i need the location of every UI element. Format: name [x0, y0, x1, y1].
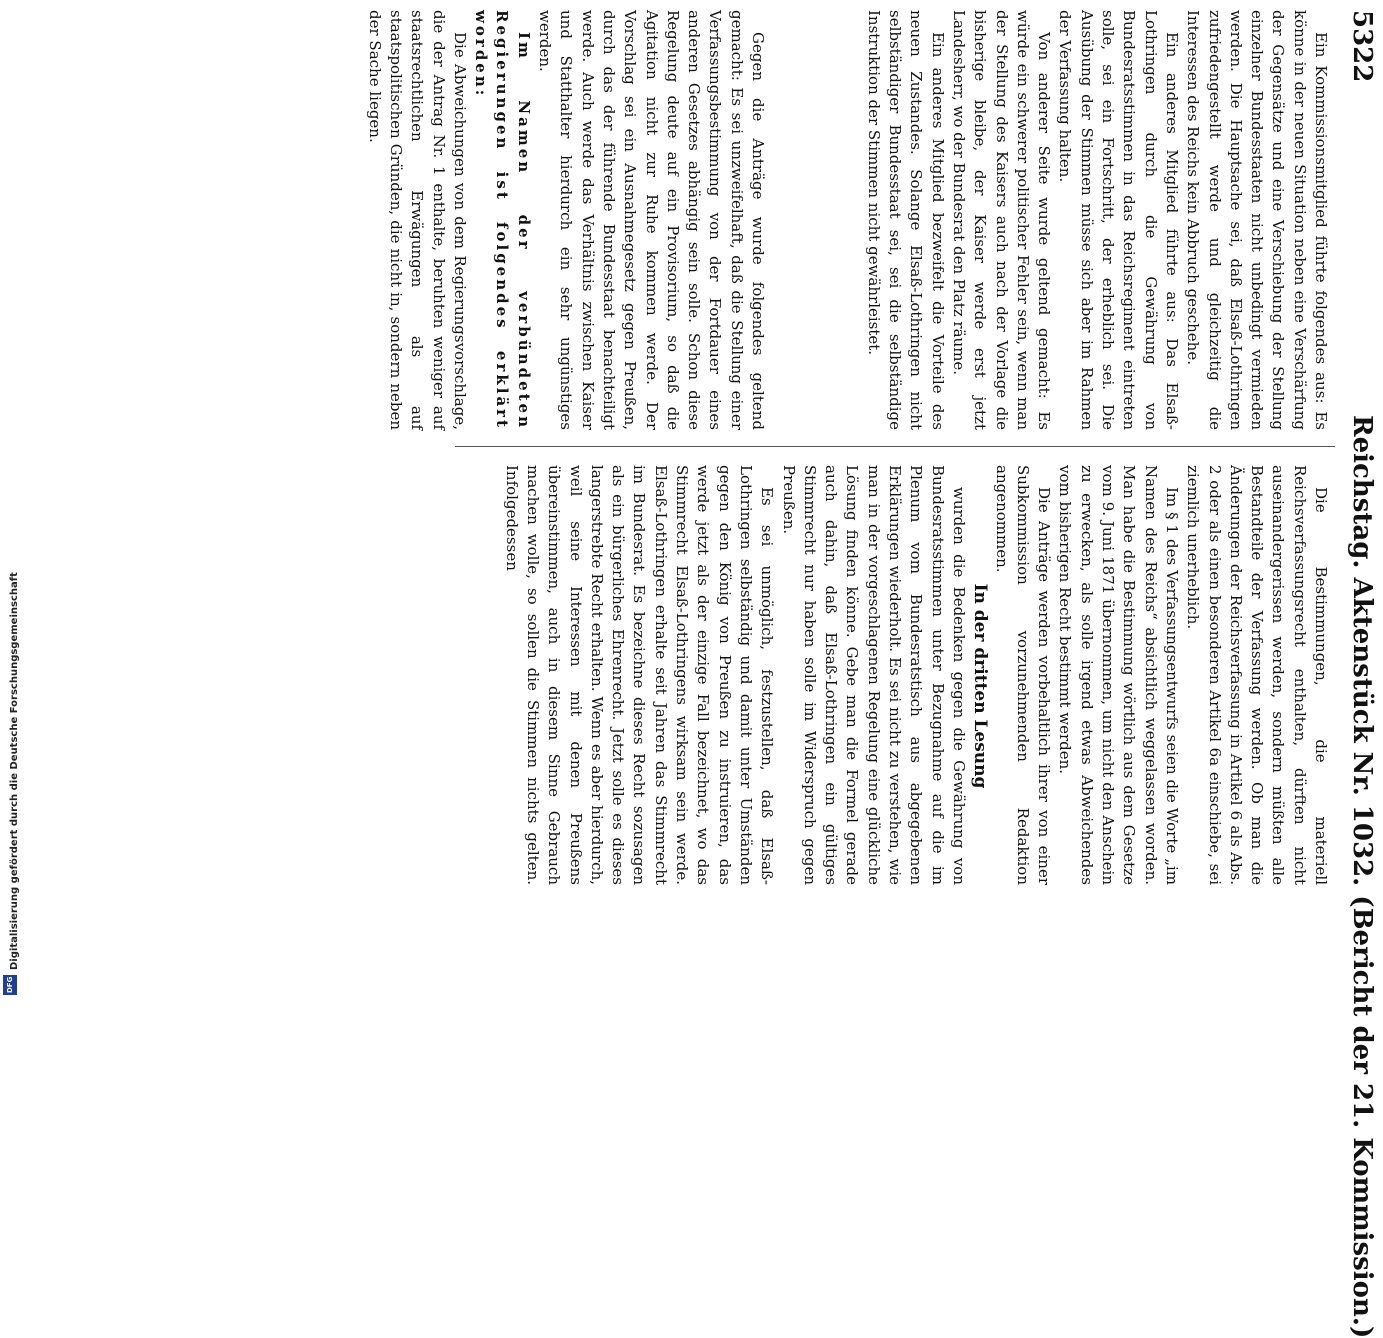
paragraph: Ein Kommissionsmitglied führte folgendes aus: Es könne in der neuen Situation neben eine Verschärfung der Gegensätze und eine Verschiebung der Stellung einzelner Bundesstaaten nicht unbedingt vermieden werden. Die Hauptsache sei, daß Elsaß-Lothringen zufriedengestellt werde und gleichzeitig die Interessen des Reichs kein Abbruch geschehe. — [1184, 10, 1330, 430]
page-number: 5322 — [1347, 10, 1377, 83]
dfg-logo: DFG — [3, 975, 17, 995]
paragraph: Die Abweichungen von dem Regierungsvorschlage, die der Antrag Nr. 1 enthalte, beruhten weniger auf staatsrechtlichen Erwägungen als auf staatspolitischen Gründen, die nicht in, sondern neben der Sache liegen. — [365, 10, 469, 430]
paragraph: Im § 1 des Verfassungsentwurfs seien die Worte „im Namen des Reichs“ absichtlich weggelassen worden. Man habe die Bestimmung wörtlich aus dem Gesetze vom 9. Juni 1871 übernommen, um nicht den Anschein zu erwecken, als solle irgend etwas Abweichendes vom bisherigen Recht bestimmt werden. — [1056, 465, 1181, 885]
scanned-page — [73, 0, 1383, 1338]
digitization-credit-text: Digitalisierung gefördert durch die Deutsche Forschungsgemeinschaft — [9, 572, 20, 970]
paragraph: Ein anderes Mitglied bezweifelt die Vorteile des neuen Zustandes. Solange Elsaß-Lothringen nicht selbständiger Bundesstaat sei, sei die selbständige Instruktion der Stimmen nicht gewährleistet. — [864, 10, 947, 430]
page-title: Reichstag. Aktenstück Nr. 1032. (Bericht der 21. Kommission.) — [1347, 415, 1377, 1338]
section-heading: In der dritten Lesung — [970, 583, 991, 789]
left-column — [771, 10, 1331, 430]
paragraph: Von anderer Seite wurde geltend gemacht: Es würde ein schwerer politischer Fehler sein, wenn man der Stellung des Kaisers auch nach der Vorlage die bisherige bleibe, der Kaiser werde erst jetzt Landesherr, wo der Bundesrat den Platz räume. — [949, 10, 1054, 430]
paragraph: Die Anträge werden vorbehaltlich ihrer von einer Subkommission vorzunehmenden Redaktion angenommen. — [992, 465, 1054, 885]
left-column-lower — [365, 10, 768, 430]
right-column — [502, 465, 1331, 885]
paragraph: wurden die Bedenken gegen die Gewährung von Bundesratsstimmen unter Bezugnahme auf die im Plenum vom Bundesratstisch aus abgegebenen Erklärungen wiederholt. Es sei nicht zu verstehen, wie man in der vorgeschlagenen Regelung eine glückliche Lösung finden könne. Gebe man die Formel gerade auch dahin, daß Elsaß-Lothringen ein gültiges Stimmrecht nur haben solle im Widerspruch gegen Preußen. — [779, 465, 968, 885]
paragraph: Die Bestimmungen, die materiell Reichsverfassungsrecht enthalten, dürften nicht auseinandergerissen werden, sondern müßten alle Bestandteile der Verfassung werden. Ob man die Änderungen der Reichsverfassung in Artikel 6 als Abs. 2 oder als einen besonderen Artikel 6a einschiebe, sei ziemlich unerheblich. — [1184, 465, 1330, 885]
paragraph: Im Namen der verbündeten Regierungen ist folgendes erklärt worden: — [472, 10, 533, 430]
digitization-credit — [0, 0, 24, 1000]
paragraph: Gegen die Anträge wurde folgendes geltend gemacht: Es sei unzweifelhaft, daß die Stellung einer Verfassungsbestimmung von der Fortdauer eines anderen Gesetzes abhängig sein solle. Schon diese Regelung deute auf ein Provisorium, so daß die Agitation nicht zur Ruhe kommen werde. Der Vorschlag sei ein Ausnahmegesetz gegen Preußen, durch das der führende Bundesstaat benachteiligt werde. Auch werde das Verhältnis zwischen Kaiser und Statthalter hierdurch ein sehr ungünstiges werden. — [536, 10, 767, 430]
page-header — [1335, 0, 1383, 1338]
paragraph: Es sei unmöglich, festzustellen, daß Elsaß-Lothringen selbständig und damit unter Umständen gegen den König von Preußen zu instruieren, das werde jetzt als der einzige Fall bezeichnet, wo das Stimmrecht Elsaß-Lothringens wirksam sein werde. Elsaß-Lothringen erhalte seit Jahren das Stimmrecht im Bundesrat. Es bezeichne dieses Recht sozusagen als ein bürgerliches Ehrenrecht. Jetzt solle es dieses langerstrebte Recht erhalten. Wenn es aber hierdurch, weil seine Interessen mit denen Preußens übereinstimmen, auch in diesem Sinne Gebrauch machen wolle, so sollen die Stimmen nichts gelten. Infolgedessen — [502, 465, 777, 885]
column-divider — [455, 446, 1335, 447]
paragraph: Ein anderes Mitglied führte aus: Das Elsaß-Lothringen durch die Gewährung von Bundesratsstimmen in das Reichsregiment eintreten solle, sei ein Fortschritt, der erheblich sei. Die Ausübung der Stimmen müsse sich aber im Rahmen der Verfassung halten. — [1056, 10, 1181, 430]
